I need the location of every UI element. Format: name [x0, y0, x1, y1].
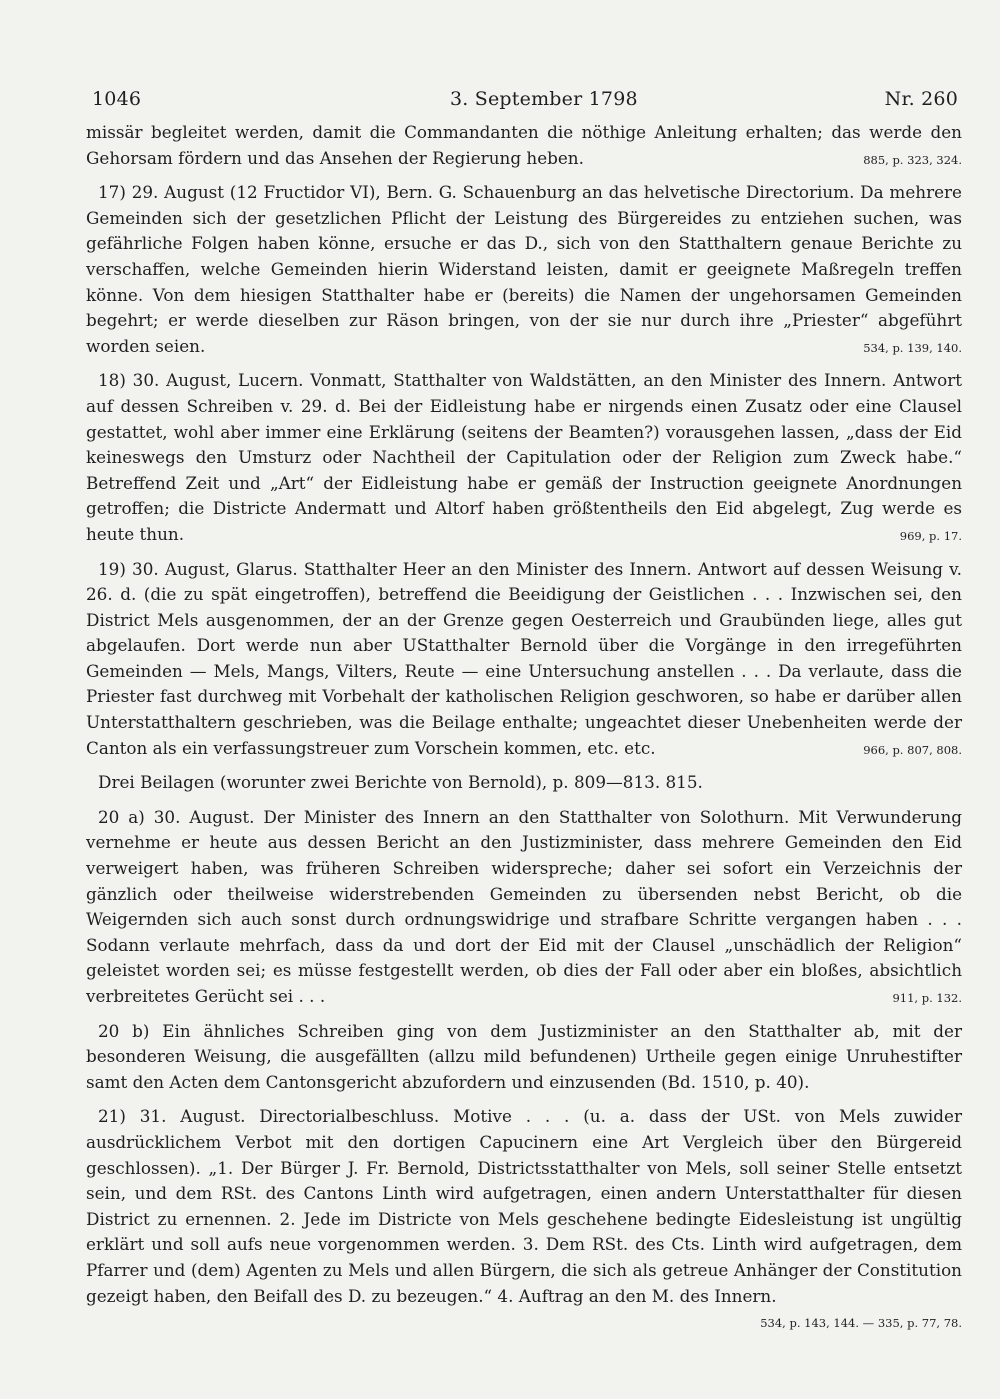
- source-reference: 911, p. 132.: [892, 991, 962, 1005]
- entry-text: 18) 30. August, Lucern. Vonmatt, Statthalter von Waldstätten, an den Minister des Innern. Antwort auf dessen Schreiben v. 29. d. Bei der Eidleistung habe er nirgends einen Zusatz oder eine Clausel gestattet, wohl aber immer eine Erklärung (seitens der Beamten?) vorausgehen lassen, „dass der Eid keineswegs den Umsturz oder Nachtheil der Capitulation oder der Religion zum Zweck habe.“ Betreffend Zeit und „Art“ der Eidleistung habe er gemäß der Instruction geeignete Anordnungen getroffen; die Districte Andermatt und Altorf haben größtentheils den Eid abgelegt, Zug werde es heute thun.: [86, 370, 962, 544]
- entry-21: [86, 1104, 962, 1331]
- entry-text: Drei Beilagen (worunter zwei Berichte von Bernold), p. 809—813. 815.: [98, 772, 703, 793]
- entry-continuation: [86, 120, 962, 171]
- document-number: Nr. 260: [884, 88, 958, 110]
- entry-text: 17) 29. August (12 Fructidor VI), Bern. G. Schauenburg an das helvetische Directorium. Da mehrere Gemeinden sich der gesetzlichen Pflicht der Leistung des Bürgereides zu entziehen suchen, was gefährliche Folgen haben könne, ersuche er das D., sich von den Statthaltern genaue Berichte zu verschaffen, welche Gemeinden hierin Widerstand leisten, damit er geeignete Maßregeln treffen könne. Von dem hiesigen Statthalter habe er (bereits) die Namen der ungehorsamen Gemeinden begehrt; er werde dieselben zur Räson bringen, von der sie nur durch ihre „Priester“ abgeführt worden seien.: [86, 182, 962, 356]
- source-reference: 534, p. 139, 140.: [863, 340, 962, 355]
- page-number: 1046: [92, 88, 142, 110]
- source-reference: 969, p. 17.: [899, 528, 962, 543]
- entry-20b: [86, 1019, 962, 1096]
- entry-text: missär begleitet werden, damit die Commandanten die nöthige Anleitung erhalten; das werde den Gehorsam fördern und das Ansehen der Regierung heben.: [86, 122, 962, 168]
- document-body: [86, 120, 962, 1331]
- header-date: 3. September 1798: [450, 88, 638, 110]
- source-reference: 966, p. 807, 808.: [863, 742, 962, 757]
- entry-17: [86, 180, 962, 359]
- running-header: [86, 88, 960, 120]
- entry-text: 20 a) 30. August. Der Minister des Innern an den Statthalter von Solothurn. Mit Verwunderung vernehme er heute aus dessen Bericht an den Justizminister, dass mehrere Gemeinden den Eid verweigert haben, was früheren Schreiben widerspreche; daher sei sofort ein Verzeichnis der gänzlich oder theilweise widerstrebenden Gemeinden zu übersenden nebst Bericht, ob die Weigernden sich auch sonst durch ordnungswidrige und strafbare Schritte vergangen haben . . . Sodann verlaute mehrfach, dass da und dort der Eid mit der Clausel „unschädlich der Religion“ geleistet worden sei; es müsse festgestellt werden, ob dies der Fall oder aber ein bloßes, absichtlich verbreitetes Gerücht sei . . .: [86, 806, 962, 1006]
- entry-19-attachments: [86, 770, 962, 796]
- entry-text: 21) 31. August. Directorialbeschluss. Motive . . . (u. a. dass der USt. von Mels zuwider ausdrücklichem Verbot mit den dortigen Capucinern eine Art Vergleich über den Bürgereid geschlossen). „1. Der Bürger J. Fr. Bernold, Districtsstatthalter von Mels, soll seiner Stelle entsetzt sein, und dem RSt. des Cantons Linth wird aufgetragen, einen andern Unterstatthalter für diesen District zu ernennen. 2. Jede im Districte von Mels geschehene bedingte Eidesleistung ist ungültig erklärt und soll aufs neue vorgenommen werden. 3. Dem RSt. des Cts. Linth wird aufgetragen, dem Pfarrer und (dem) Agenten zu Mels und allen Bürgern, die sich als getreue Anhänger der Constitution gezeigt haben, den Beifall des D. zu bezeugen.“ 4. Auftrag an den M. des Innern.: [86, 1106, 962, 1306]
- entry-text: 20 b) Ein ähnliches Schreiben ging von dem Justizminister an den Statthalter ab, mit der besonderen Weisung, die ausgefällten (allzu mild befundenen) Urtheile gegen einige Unruhestifter samt den Acten dem Cantonsgericht abzufordern und einzusenden (Bd. 1510, p. 40).: [86, 1020, 962, 1092]
- source-reference: 534, p. 143, 144. — 335, p. 77, 78.: [760, 1316, 962, 1331]
- entry-19: [86, 557, 962, 762]
- source-reference: 885, p. 323, 324.: [863, 152, 962, 167]
- entry-18: [86, 368, 962, 547]
- entry-20a: [86, 805, 962, 1010]
- entry-text: 19) 30. August, Glarus. Statthalter Heer an den Minister des Innern. Antwort auf dessen Weisung v. 26. d. (die zu spät eingetroffen), betreffend die Beeidigung der Geistlichen . . . Inzwischen sei, den District Mels ausgenommen, der an der Grenze gegen Oesterreich und Graubünden liege, alles gut abgelaufen. Dort werde nun aber UStatthalter Bernold über die Vorgänge in den irregeführten Gemeinden — Mels, Mangs, Vilters, Reute — eine Untersuchung anstellen . . . Da verlaute, dass die Priester fast durchweg mit Vorbehalt der katholischen Religion geschworen, so habe er darüber allen Unterstatthaltern geschrieben, was die Beilage enthalte; ungeachtet dieser Unebenheiten werde der Canton als ein verfassungstreuer zum Vorschein kommen, etc. etc.: [86, 558, 962, 758]
